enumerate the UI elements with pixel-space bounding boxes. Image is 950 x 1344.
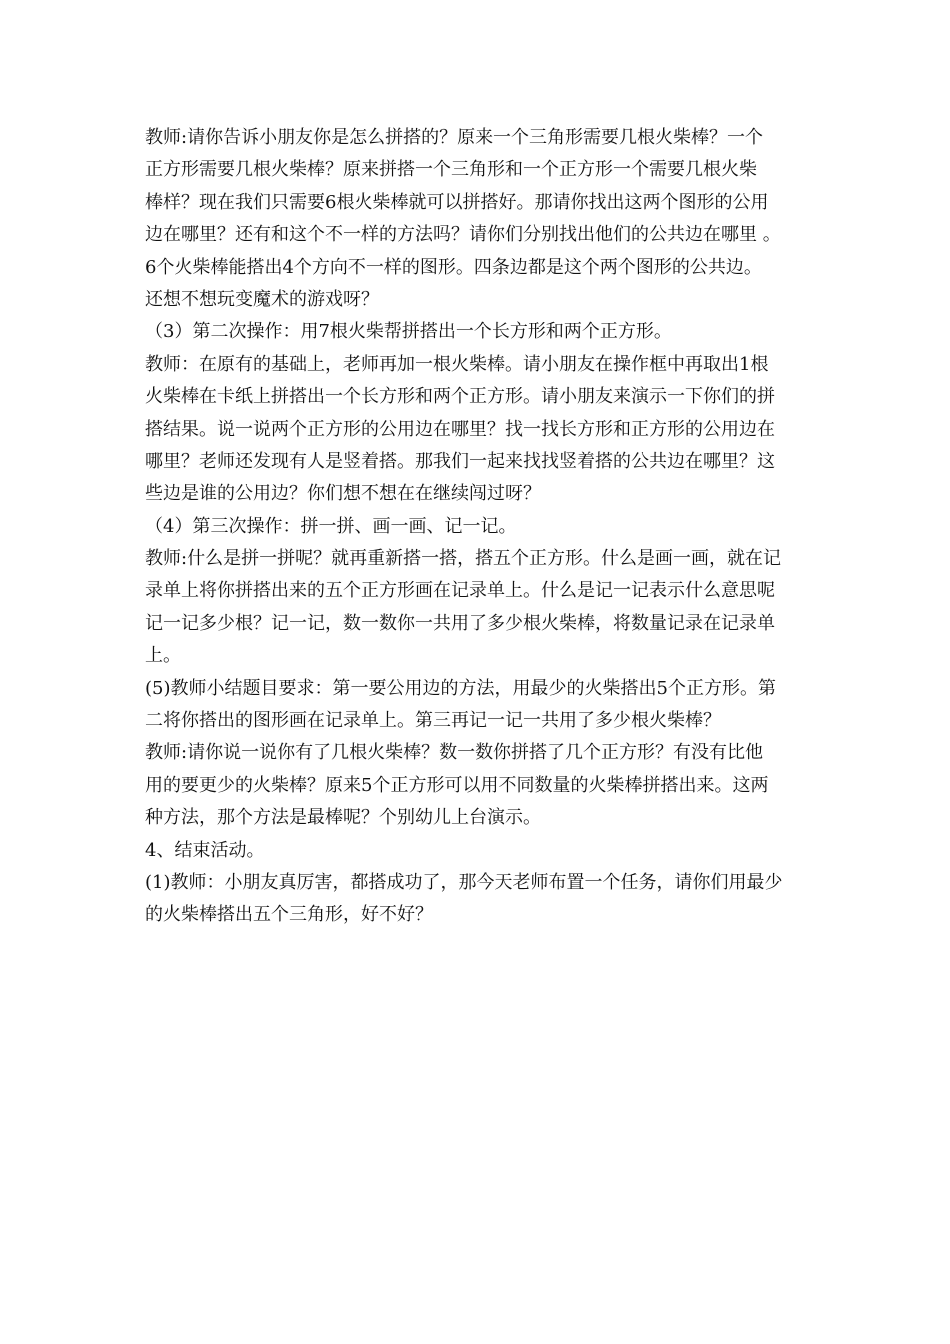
text-line: 记一记多少根？记一记，数一数你一共用了多少根火柴棒，将数量记录在记录单	[145, 612, 775, 634]
text-line: 上。	[145, 645, 181, 667]
text-line: 些边是谁的公用边？你们想不想在在继续闯过呀？	[145, 483, 541, 505]
text-line: 用的要更少的火柴棒？原来5个正方形可以用不同数量的火柴棒拼搭出来。这两	[145, 774, 769, 796]
text-line: 教师:请你告诉小朋友你是怎么拼搭的？原来一个三角形需要几根火柴棒？一个	[145, 127, 764, 148]
text-line: 教师:请你说一说你有了几根火柴棒？数一数你拼搭了几个正方形？有没有比他	[145, 742, 764, 764]
section-heading: (5)教师小结题目要求：第一要公用边的方法，用最少的火柴搭出5个正方形。第	[145, 677, 776, 699]
text-line: 录单上将你拼搭出来的五个正方形画在记录单上。什么是记一记表示什么意思呢	[145, 580, 775, 602]
text-line: 6个火柴棒能搭出4个方向不一样的图形。四条边都是这个两个图形的公共边。	[145, 256, 762, 278]
document-body	[145, 122, 825, 932]
text-line: 教师：在原有的基础上，老师再加一根火柴棒。请小朋友在操作框中再取出1根	[145, 353, 769, 375]
text-line: 的火柴棒搭出五个三角形，好不好？	[145, 904, 433, 926]
text-line: 哪里？老师还发现有人是竖着搭。那我们一起来找找竖着搭的公共边在哪里？这	[145, 450, 775, 472]
text-line: 正方形需要几根火柴棒？原来拼搭一个三角形和一个正方形一个需要几根火柴	[145, 159, 757, 181]
section-heading: 4、结束活动。	[145, 839, 265, 861]
text-line: 边在哪里？还有和这个不一样的方法吗？请你们分别找出他们的公共边在哪里 。	[145, 224, 781, 246]
text-line: 还想不想玩变魔术的游戏呀？	[145, 288, 379, 310]
text-line: 火柴棒在卡纸上拼搭出一个长方形和两个正方形。请小朋友来演示一下你们的拼	[145, 386, 775, 408]
text-line: (1)教师：小朋友真厉害，都搭成功了，那今天老师布置一个任务，请你们用最少	[145, 871, 783, 893]
text-line: 二将你搭出的图形画在记录单上。第三再记一记一共用了多少根火柴棒？	[145, 710, 721, 732]
section-heading: （4）第三次操作：拼一拼、画一画、记一记。	[145, 515, 517, 537]
text-line: 搭结果。说一说两个正方形的公用边在哪里？找一找长方形和正方形的公用边在	[145, 418, 775, 440]
text-line: 教师:什么是拼一拼呢？就再重新搭一搭，搭五个正方形。什么是画一画，就在记	[145, 548, 782, 570]
text-line: 种方法，那个方法是最棒呢？个别幼儿上台演示。	[145, 807, 541, 829]
section-heading: （3）第二次操作：用7根火柴帮拼搭出一个长方形和两个正方形。	[145, 321, 672, 343]
text-line: 棒样？现在我们只需要6根火柴棒就可以拼搭好。那请你找出这两个图形的公用	[145, 191, 769, 213]
